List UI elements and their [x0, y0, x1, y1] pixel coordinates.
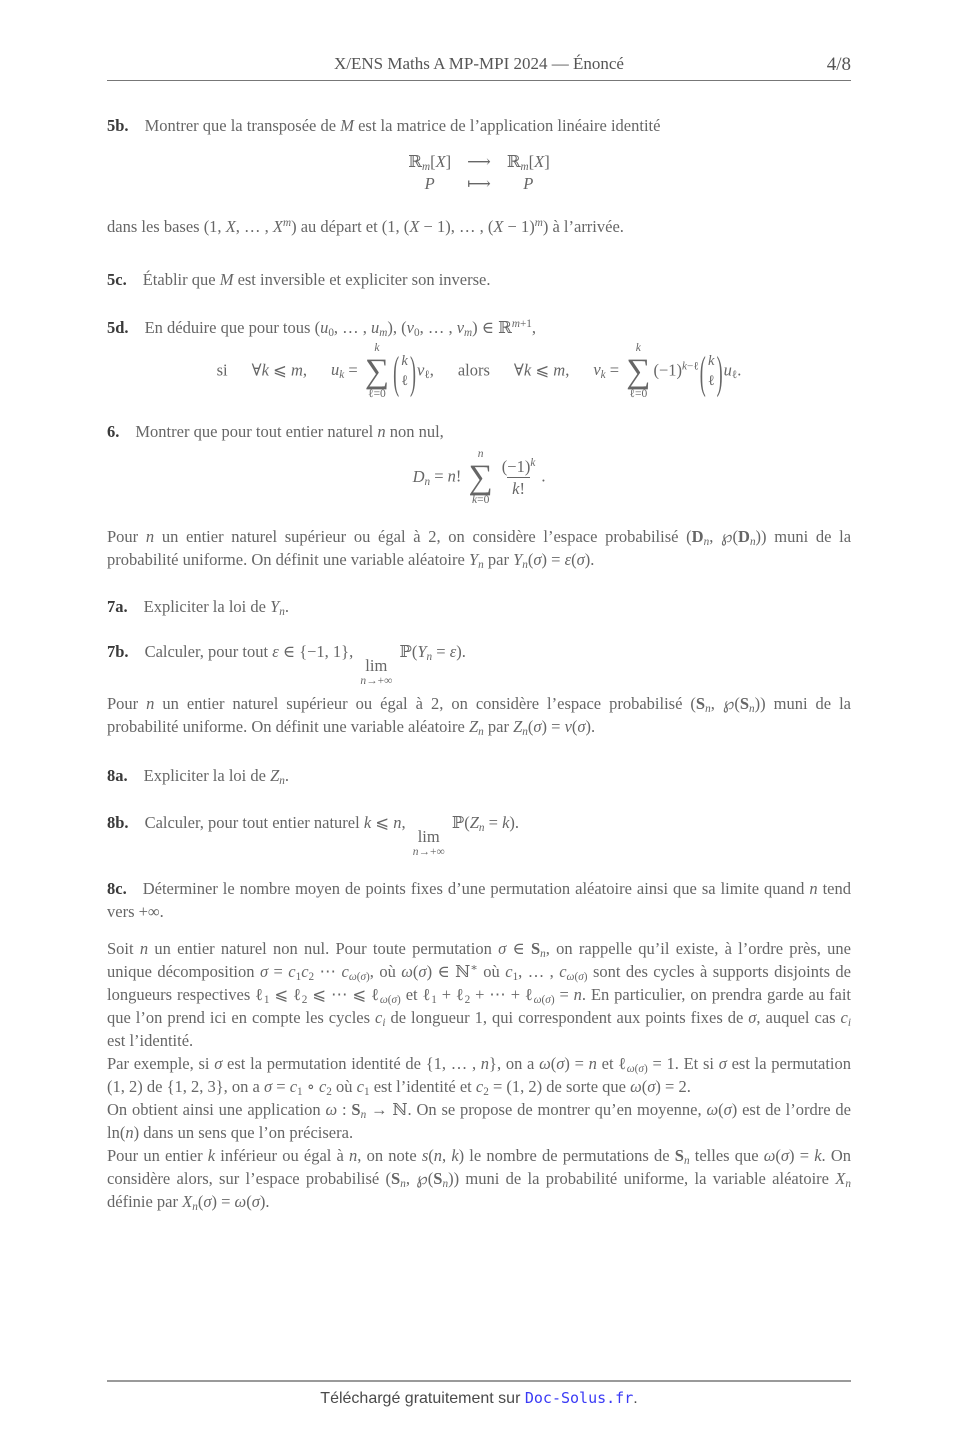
footer: [107, 1389, 851, 1408]
formula-5b: [107, 151, 851, 195]
question-5b-text: Montrer que la transposée de M est la matrice de l’application linéaire identité: [144, 116, 661, 135]
question-5d-text: En déduire que pour tous ($u_0$, … , $u_m$), ($v_0$, … , $v_m$) ∈ ℝ$^{m+1}$,: [144, 317, 537, 339]
footer-link[interactable]: Doc-Solus.fr: [524, 1389, 634, 1407]
formula-5b-mapsto: ⟼: [467, 174, 491, 193]
question-5d-label: 5d.: [107, 318, 129, 337]
question-8a-text: Expliciter la loi de $Z_n$.: [143, 765, 290, 787]
formula-5d: si ∀k ⩽ m, $u_k$ = k ∑ ℓ=0 ( k ℓ ) $v_\ell$, alors ∀k ⩽ m, $v_k$ = k ∑ ℓ=0 $(-1)^{k-\ell}$ ( k ℓ ) $u_\ell$.: [216, 342, 742, 400]
question-8b-label: 8b.: [107, 812, 129, 832]
formula-5b-p-right: P: [523, 174, 534, 193]
question-7b: [107, 640, 851, 688]
question-8b-text: Calculer, pour tout entier naturel k ⩽ n, lim n→+∞ $ℙ(Z_n = k)$.: [144, 812, 520, 859]
question-6-text: Montrer que pour tout entier naturel n non nul,: [135, 422, 444, 442]
formula-6: $D_n = n$! n ∑ k=0 $\frac{(-1)^k}{k!}$ .: [412, 448, 546, 507]
question-5b: [107, 114, 851, 137]
formula-5b-p-left: P: [424, 174, 435, 193]
paragraph-permutation-4: Pour un entier k inférieur ou égal à n, on note s(n, k) le nombre de permutations de $S_n$ telles que ω(σ) = k. On considère alors, sur l’espace probabilisé ($S_n$, $℘(S_n)$) muni de la probabilité uniforme, la variable aléatoire $X_n$ définie par $X_n(\sigma) = \omega(\sigma)$.: [107, 1145, 851, 1213]
page-number: 4/8: [826, 54, 851, 75]
footer-text: Téléchargé gratuitement sur: [320, 1390, 521, 1407]
question-5c-text: Établir que M est inversible et expliciter son inverse.: [142, 270, 491, 289]
question-8a: [107, 764, 851, 787]
question-8c-text: Déterminer le nombre moyen de points fixes d’une permutation aléatoire ainsi que sa limite quand n tend vers +∞.: [107, 878, 851, 921]
formula-5b-domain: ℝ$_m$[X]: [408, 152, 452, 173]
paragraph-permutation-2: Par exemple, si σ est la permutation identité de {1, … , n}, on a ω(σ) = n et ℓ$_{\omega(\sigma)}$ = 1. Et si σ est la permutation (1, 2) de {1, 2, 3}, on a $\sigma = c_1$ ∘ $c_2$ où $c_1$ est l’identité et $c_2 = (1$, 2) de sorte que ω(σ) = 2.: [107, 1053, 851, 1098]
question-8b: [107, 811, 851, 859]
question-7a-text: Expliciter la loi de $Y_n$.: [143, 596, 290, 618]
question-5b-label: 5b.: [107, 116, 129, 135]
question-8a-label: 8a.: [107, 765, 128, 785]
footer-rule: [107, 1380, 851, 1382]
paragraph-8-intro: Pour n un entier naturel supérieur ou égal à 2, on considère l’espace probabilisé ($S_n$, $℘(S_n)$) muni de la probabilité uniforme. On définit une variable aléatoire $Z_n$ par $Z_n(\sigma) = \nu(\sigma)$.: [107, 693, 852, 738]
question-5c-label: 5c.: [107, 270, 127, 289]
paragraph-bases: dans les bases (1, X, … , $X^m$) au départ et (1, (X − 1), … , $(X - 1)^m$) à l’arrivée.: [107, 216, 624, 236]
question-7a-label: 7a.: [107, 596, 128, 616]
question-6: [107, 420, 851, 443]
question-5c: [107, 268, 851, 291]
formula-5b-codomain: ℝ$_m$[X]: [506, 152, 550, 173]
header-title: X/ENS Maths A MP-MPI 2024 — Énoncé: [334, 54, 624, 73]
question-5d: [107, 316, 851, 339]
question-7a: [107, 595, 851, 618]
page-header: [107, 0, 851, 81]
question-6-label: 6.: [107, 422, 120, 442]
question-7b-label: 7b.: [107, 641, 129, 661]
formula-5b-arrow: ⟶: [467, 152, 491, 171]
question-8c: [107, 877, 851, 923]
question-8c-label: 8c.: [107, 878, 127, 898]
footer-suffix: .: [633, 1390, 638, 1407]
paragraph-7-intro: Pour n un entier naturel supérieur ou égal à 2, on considère l’espace probabilisé ($D_n$, $℘(D_n)$) muni de la probabilité uniforme. On définit une variable aléatoire $Y_n$ par $Y_n(\sigma) = \varepsilon(\sigma)$.: [107, 526, 852, 571]
paragraph-permutation-3: On obtient ainsi une application ω : $S_n$ → ℕ. On se propose de montrer qu’en moyenne, ω(σ) est de l’ordre de ln(n) dans un sens que l’on précisera.: [107, 1099, 851, 1142]
question-7b-text: Calculer, pour tout ε ∈ {−1, 1}, lim n→+∞ $ℙ(Y_n = \varepsilon)$.: [144, 641, 466, 688]
paragraph-permutation-1: Soit n un entier naturel non nul. Pour toute permutation σ ∈ $S_n$, on rappelle qu’il existe, à l’ordre près, une unique décomposition $\sigma = c_1c_2$ ⋯ $c_{\omega(\sigma)}$, où ω(σ) ∈ ℕ∗ où $c_1$, … , $c_{\omega(\sigma)}$ sont des cycles à supports disjoints de longueurs respectives ℓ$_1$ ⩽ ℓ$_2$ ⩽ ⋯ ⩽ ℓ$_{\omega(\sigma)}$ et ℓ$_1$ + ℓ$_2$ + ⋯ + ℓ$_{\omega(\sigma)}$ = n. En particulier, on prendra garde au fait que l’on prend ici en compte les cycles $c_i$ de longueur 1, qui correspondent aux points fixes de σ, auquel cas $c_i$ est l’identité.: [107, 938, 852, 1050]
